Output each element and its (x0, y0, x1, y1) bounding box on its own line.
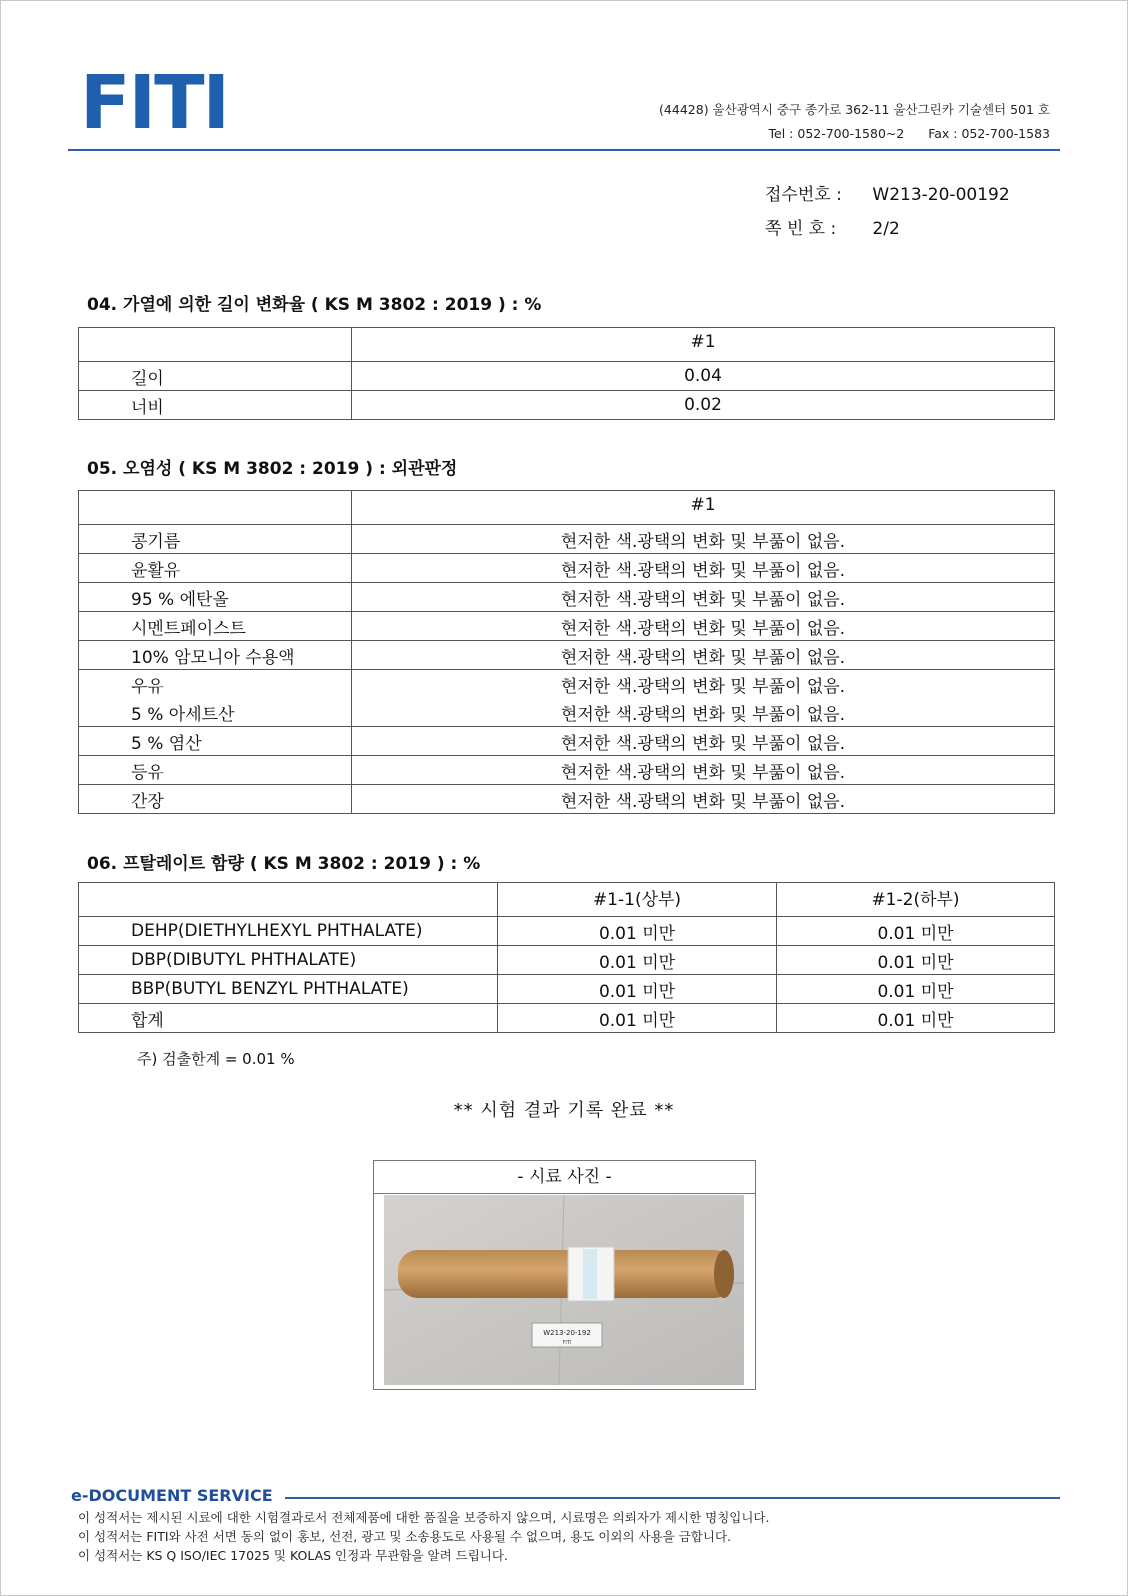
row-label: 등유 (79, 756, 352, 785)
receipt-number-label: 접수번호 : (765, 185, 842, 205)
header-lower-cell: #1-2(하부) (777, 883, 1055, 912)
table-row (79, 756, 1055, 785)
row-value-upper: 0.01 미만 (498, 1004, 777, 1033)
row-value: 현저한 색.광택의 변화 및 부풂이 없음. (352, 583, 1055, 612)
section06-table (78, 882, 1055, 1033)
footer-note: 이 성적서는 KS Q ISO/IEC 17025 및 KOLAS 인정과 무관함을 알려 드립니다. (78, 1548, 508, 1563)
footer-title: e-DOCUMENT SERVICE (71, 1486, 273, 1505)
row-label: 5 % 염산 (79, 727, 352, 756)
page-number-row (765, 212, 1010, 246)
row-value-upper: 0.01 미만 (498, 917, 777, 946)
row-label: 5 % 아세트산 (79, 698, 352, 727)
header-divider (68, 149, 1060, 151)
table-row (79, 727, 1055, 756)
flooring-roll (398, 1250, 734, 1298)
row-label: BBP(BUTYL BENZYL PHTHALATE) (79, 975, 498, 1004)
header-empty-cell (79, 491, 352, 520)
table-row (79, 698, 1055, 727)
address-text: (44428) 울산광역시 중구 종가로 362-11 울산그린카 기술센터 501 호 (659, 102, 1050, 117)
section04-table (78, 327, 1055, 420)
header-sample-cell: #1 (352, 328, 1055, 357)
table-row (79, 670, 1055, 699)
fiti-logo (80, 68, 252, 138)
table-header-row (79, 491, 1055, 520)
logo-text: FITI (80, 68, 229, 138)
sample-photo-title: - 시료 사진 - (374, 1161, 755, 1194)
row-value: 현저한 색.광택의 변화 및 부풂이 없음. (352, 756, 1055, 785)
footer-note: 이 성적서는 FITI와 사전 서면 동의 없이 홍보, 선전, 광고 및 소송용도로 사용될 수 없으며, 용도 이외의 사용을 금합니다. (78, 1529, 731, 1544)
page-number-value: 2/2 (872, 219, 900, 239)
table-row (79, 785, 1055, 814)
table-header-row (79, 883, 1055, 912)
row-label: 너비 (79, 391, 352, 420)
row-value: 현저한 색.광택의 변화 및 부풂이 없음. (352, 727, 1055, 756)
row-value-upper: 0.01 미만 (498, 946, 777, 975)
section06-title: 06. 프탈레이트 함량 ( KS M 3802 : 2019 ) : % (87, 854, 481, 874)
row-value-lower: 0.01 미만 (777, 1004, 1055, 1033)
row-value-lower: 0.01 미만 (777, 946, 1055, 975)
row-label: 길이 (79, 362, 352, 391)
row-value: 현저한 색.광택의 변화 및 부풂이 없음. (352, 612, 1055, 641)
tel-text: Tel : 052-700-1580~2 (768, 126, 905, 141)
footer-divider (285, 1497, 1060, 1499)
footer-note: 이 성적서는 제시된 시료에 대한 시험결과로서 전체제품에 대한 품질을 보증하지 않으며, 시료명은 의뢰자가 제시한 명칭입니다. (78, 1510, 770, 1525)
table-row (79, 917, 1055, 946)
table-row (79, 975, 1055, 1004)
row-value: 현저한 색.광택의 변화 및 부풂이 없음. (352, 554, 1055, 583)
row-label: 우유 (79, 670, 352, 699)
row-value: 현저한 색.광택의 변화 및 부풂이 없음. (352, 670, 1055, 699)
fax-text: Fax : 052-700-1583 (928, 126, 1050, 141)
contact-line (659, 122, 1050, 146)
svg-text:FITI: FITI (562, 1340, 572, 1346)
row-label: 콩기름 (79, 525, 352, 554)
row-value-lower: 0.01 미만 (777, 917, 1055, 946)
row-label: 시멘트페이스트 (79, 612, 352, 641)
receipt-number-row (765, 178, 1010, 212)
table-row (79, 641, 1055, 670)
roll-end (714, 1250, 734, 1298)
row-value: 현저한 색.광택의 변화 및 부풂이 없음. (352, 698, 1055, 727)
row-value: 0.02 (352, 391, 1055, 420)
detection-limit-note: 주) 검출한계 = 0.01 % (137, 1050, 295, 1068)
row-value-lower: 0.01 미만 (777, 975, 1055, 1004)
row-label: DBP(DIBUTYL PHTHALATE) (79, 946, 498, 975)
header-empty-cell (79, 328, 352, 357)
receipt-number-value: W213-20-00192 (872, 185, 1010, 205)
table-row (79, 391, 1055, 420)
table-row (79, 583, 1055, 612)
row-label: 10% 암모니아 수용액 (79, 641, 352, 670)
header-upper-cell: #1-1(상부) (498, 883, 777, 912)
table-row (79, 612, 1055, 641)
sample-photo (384, 1195, 744, 1385)
row-value-upper: 0.01 미만 (498, 975, 777, 1004)
row-label: 합계 (79, 1004, 498, 1033)
row-label: DEHP(DIETHYLHEXYL PHTHALATE) (79, 917, 498, 946)
header-sample-cell: #1 (352, 491, 1055, 520)
receipt-info (765, 178, 1010, 246)
svg-text:W213-20-192: W213-20-192 (543, 1329, 591, 1337)
section04-title: 04. 가열에 의한 길이 변화율 ( KS M 3802 : 2019 ) : % (87, 295, 542, 315)
header-address-block (659, 98, 1050, 146)
row-value: 현저한 색.광택의 변화 및 부풂이 없음. (352, 785, 1055, 814)
completion-text: ** 시험 결과 기록 완료 ** (453, 1100, 675, 1121)
section05-title: 05. 오염성 ( KS M 3802 : 2019 ) : 외관판정 (87, 459, 458, 479)
sample-photo-box (373, 1160, 756, 1390)
table-row (79, 946, 1055, 975)
table-row (79, 525, 1055, 554)
header-empty-cell (79, 883, 498, 912)
footer-notes (78, 1508, 769, 1565)
table-row (79, 1004, 1055, 1033)
row-label: 간장 (79, 785, 352, 814)
row-label: 윤활유 (79, 554, 352, 583)
row-value: 0.04 (352, 362, 1055, 391)
table-row (79, 362, 1055, 391)
row-label: 95 % 에탄올 (79, 583, 352, 612)
row-value: 현저한 색.광택의 변화 및 부풂이 없음. (352, 641, 1055, 670)
section05-table (78, 490, 1055, 814)
row-value: 현저한 색.광택의 변화 및 부풂이 없음. (352, 525, 1055, 554)
page-number-label: 쪽 빈 호 : (765, 219, 837, 239)
table-header-row (79, 328, 1055, 357)
table-row (79, 554, 1055, 583)
